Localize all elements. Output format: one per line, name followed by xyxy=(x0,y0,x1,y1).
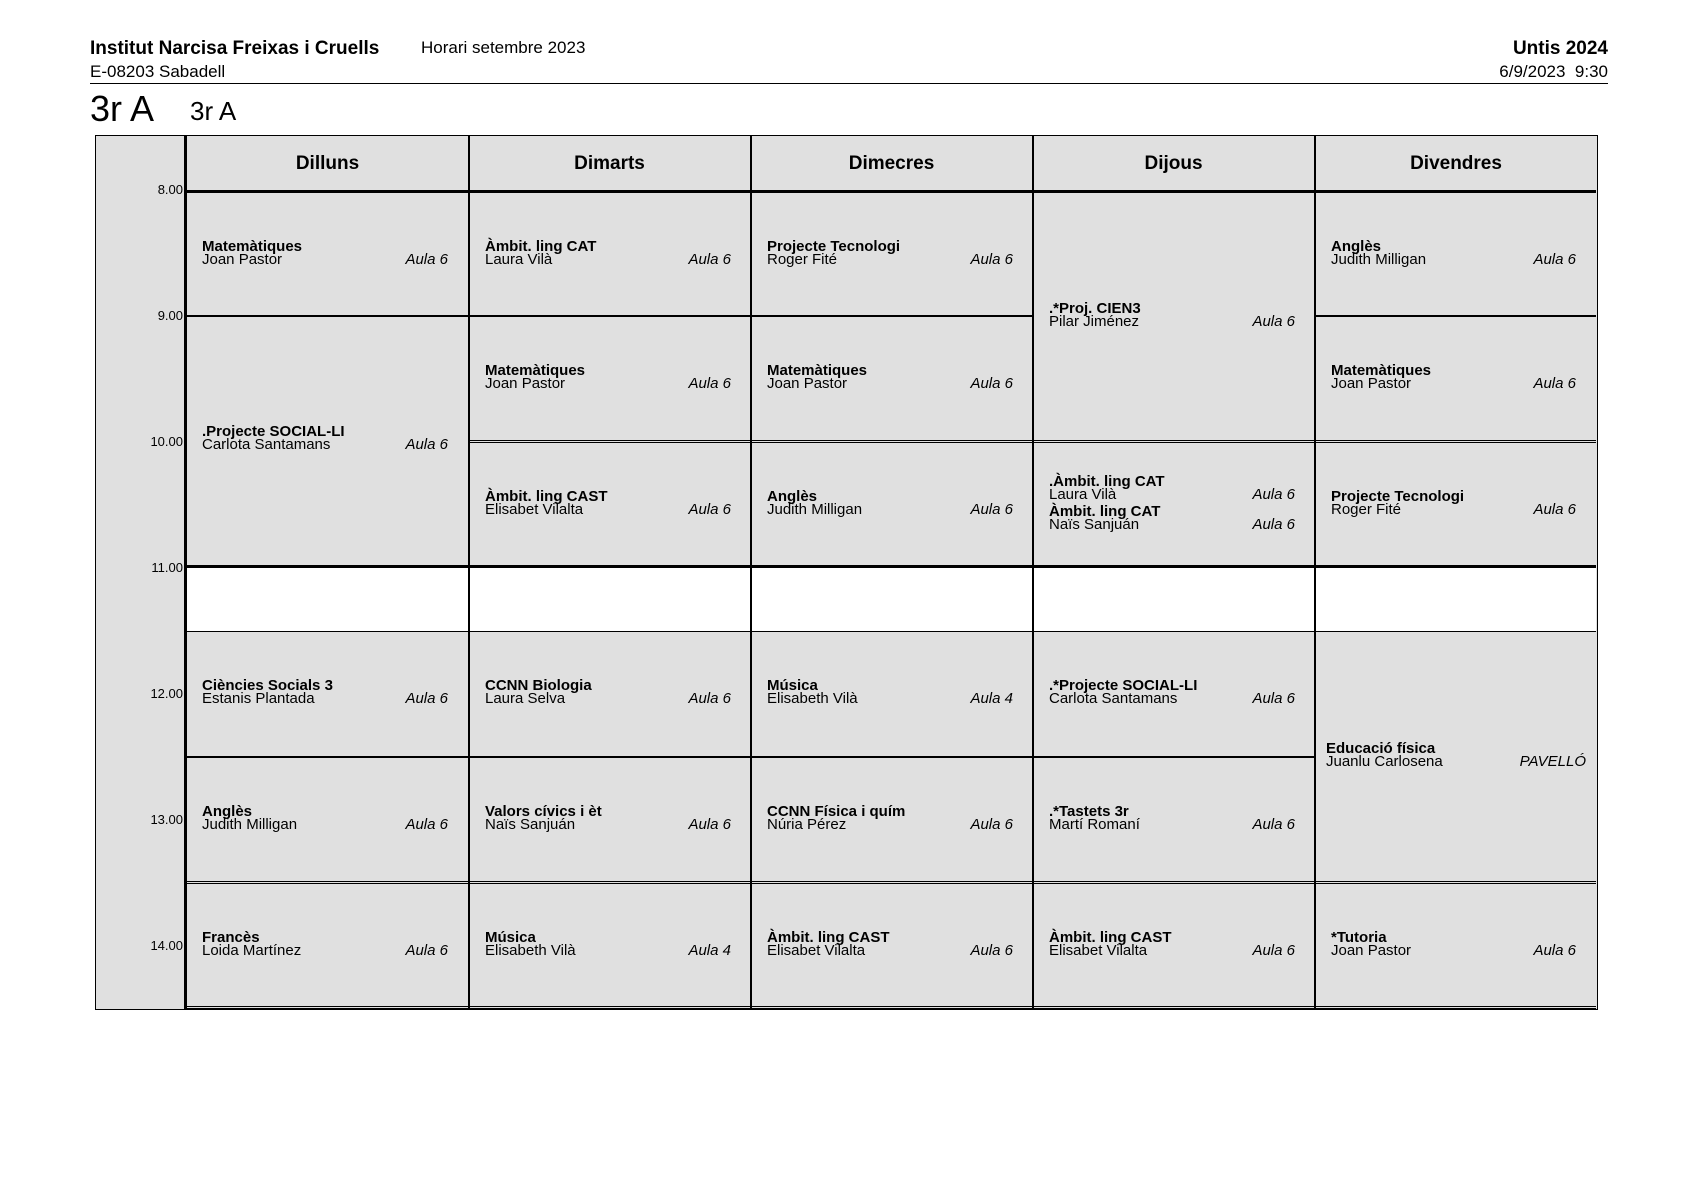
lesson-teacher: Judith Milligan xyxy=(202,816,298,833)
lesson-teacher: Judith Milligan xyxy=(767,501,863,518)
lesson-subject: Àmbit. ling CAT xyxy=(1049,503,1161,520)
lesson-entry xyxy=(767,931,1013,957)
lesson-subject: Anglès xyxy=(767,488,818,505)
lesson-teacher: Elisabet Vilalta xyxy=(1049,942,1148,959)
lesson-teacher: Judith Milligan xyxy=(1331,251,1427,268)
school-name: Institut Narcisa Freixas i Cruells xyxy=(90,38,380,59)
lesson-entry xyxy=(767,679,1013,705)
lesson-room: Aula 6 xyxy=(688,251,731,268)
lesson-teacher: Elisabeth Vilà xyxy=(485,942,576,959)
lesson-subject: Matemàtiques xyxy=(485,362,586,379)
lesson-cell xyxy=(470,884,751,1009)
lesson-entry xyxy=(767,805,1013,831)
lesson-entry xyxy=(1331,931,1576,957)
lesson-subject: Matemàtiques xyxy=(767,362,868,379)
lesson-cell xyxy=(752,884,1033,1009)
lesson-teacher: Laura Vilà xyxy=(485,251,553,268)
lesson-teacher: Joan Pastor xyxy=(485,375,566,392)
lesson-entry xyxy=(202,240,448,266)
lesson-subject: .Àmbit. ling CAT xyxy=(1049,473,1165,490)
lesson-subject: Anglès xyxy=(202,803,253,820)
lesson-room: Aula 6 xyxy=(970,816,1013,833)
column-divider xyxy=(1314,136,1316,1009)
lesson-room: Aula 6 xyxy=(1533,942,1576,959)
lesson-room: Aula 4 xyxy=(970,690,1013,707)
lesson-entry xyxy=(1049,505,1295,531)
lesson-room: Aula 6 xyxy=(970,501,1013,518)
lesson-subject: Educació física xyxy=(1326,740,1436,757)
lesson-entry xyxy=(485,679,731,705)
lesson-entry xyxy=(767,240,1013,266)
lesson-entry xyxy=(485,240,731,266)
lesson-teacher: Laura Vilà xyxy=(1049,486,1117,503)
lesson-entry xyxy=(767,364,1013,390)
lesson-cell xyxy=(187,884,468,1009)
class-title: 3r A xyxy=(90,88,155,129)
lesson-room: Aula 6 xyxy=(1252,313,1295,330)
lesson-teacher: Joan Pastor xyxy=(1331,375,1412,392)
lesson-cell xyxy=(1316,884,1596,1009)
lesson-teacher: Roger Fité xyxy=(1331,501,1402,518)
lesson-teacher: Pilar Jiménez xyxy=(1049,313,1140,330)
lesson-teacher: Juanlu Carlosena xyxy=(1326,753,1443,770)
lesson-room: Aula 6 xyxy=(970,375,1013,392)
lesson-subject: Francès xyxy=(202,929,260,946)
lesson-subject: Projecte Tecnologi xyxy=(767,238,901,255)
lesson-subject: Àmbit. ling CAST xyxy=(485,488,608,505)
class-name: 3r A xyxy=(190,96,237,126)
lesson-entry xyxy=(202,425,448,451)
lesson-teacher: Laura Selva xyxy=(485,690,566,707)
lesson-subject: Ciències Socials 3 xyxy=(202,677,333,694)
print-datetime: 6/9/2023 9:30 xyxy=(1499,62,1608,81)
lesson-room: Aula 6 xyxy=(688,375,731,392)
time-label: 8.00 xyxy=(157,182,183,197)
column-divider xyxy=(468,136,470,1009)
software-label: Untis 2024 xyxy=(1512,38,1608,59)
lesson-entry xyxy=(485,364,731,390)
lesson-room: Aula 6 xyxy=(405,436,448,453)
lesson-teacher: Carlota Santamans xyxy=(202,436,331,453)
day-header-divendres: Divendres xyxy=(1410,152,1502,174)
lesson-subject: CCNN Biologia xyxy=(485,677,592,694)
lesson-room: Aula 6 xyxy=(405,816,448,833)
lesson-room: Aula 6 xyxy=(1252,816,1295,833)
lesson-room: PAVELLÓ xyxy=(1519,753,1586,770)
lesson-cell xyxy=(1034,884,1315,1009)
lesson-subject: Àmbit. ling CAST xyxy=(767,929,890,946)
day-header-dimecres: Dimecres xyxy=(751,136,1033,191)
lesson-subject: .*Tastets 3r xyxy=(1049,803,1129,820)
break-cell xyxy=(752,567,1033,632)
lesson-cell xyxy=(752,317,1033,443)
lesson-subject: Projecte Tecnologi xyxy=(1331,488,1465,505)
lesson-subject: Anglès xyxy=(1331,238,1382,255)
day-header-dilluns: Dilluns xyxy=(187,136,469,191)
lesson-teacher: Núria Pérez xyxy=(767,816,847,833)
lesson-teacher: Elisabeth Vilà xyxy=(767,690,858,707)
lesson-cell xyxy=(1316,317,1596,443)
lesson-subject: .*Proj. CIEN3 xyxy=(1049,300,1141,317)
lesson-room: Aula 6 xyxy=(405,942,448,959)
lesson-room: Aula 6 xyxy=(1252,516,1295,533)
lesson-cell xyxy=(1316,443,1596,567)
lesson-room: Aula 6 xyxy=(1252,690,1295,707)
lesson-subject: CCNN Física i quím xyxy=(767,803,906,820)
break-cell xyxy=(1034,567,1315,632)
lesson-cell xyxy=(752,632,1033,758)
lesson-room: Aula 6 xyxy=(1533,501,1576,518)
lesson-entry xyxy=(485,931,731,957)
lesson-room: Aula 6 xyxy=(1252,942,1295,959)
lesson-entry xyxy=(1049,805,1295,831)
lesson-room: Aula 6 xyxy=(970,942,1013,959)
lesson-cell xyxy=(1034,758,1315,884)
time-label: 11.00 xyxy=(151,560,183,575)
lesson-subject: .*Projecte SOCIAL-LI xyxy=(1049,677,1198,694)
lesson-cell xyxy=(470,193,751,317)
lesson-cell xyxy=(1034,443,1315,567)
day-header-dimarts: Dimarts xyxy=(469,136,751,191)
lesson-room: Aula 6 xyxy=(1533,375,1576,392)
break-cell xyxy=(187,567,468,632)
time-label: 14.00 xyxy=(150,938,183,953)
lesson-cell xyxy=(1034,193,1315,443)
lesson-subject: Música xyxy=(485,929,536,946)
lesson-cell xyxy=(187,317,468,567)
lesson-teacher: Joan Pastor xyxy=(202,251,283,268)
lesson-entry xyxy=(767,490,1013,516)
lesson-cell xyxy=(752,758,1033,884)
lesson-teacher: Naïs Sanjuán xyxy=(1049,516,1140,533)
column-divider xyxy=(750,136,752,1009)
lesson-entry xyxy=(1331,490,1576,516)
lesson-entry xyxy=(202,805,448,831)
lesson-cell xyxy=(470,317,751,443)
time-label: 13.00 xyxy=(150,812,183,827)
lesson-teacher: Elisabet Vilalta xyxy=(485,501,584,518)
lesson-teacher: Roger Fité xyxy=(767,251,838,268)
lesson-cell xyxy=(752,443,1033,567)
lesson-room: Aula 6 xyxy=(970,251,1013,268)
lesson-cell xyxy=(1034,632,1315,758)
lesson-entry xyxy=(1049,302,1295,328)
lesson-room: Aula 6 xyxy=(688,690,731,707)
lesson-cell xyxy=(470,632,751,758)
lesson-cell xyxy=(470,758,751,884)
lesson-room: Aula 6 xyxy=(688,816,731,833)
lesson-subject: Àmbit. ling CAST xyxy=(1049,929,1172,946)
header-rule xyxy=(90,83,1608,84)
lesson-entry xyxy=(485,805,731,831)
lesson-room: Aula 6 xyxy=(1252,486,1295,503)
time-label: 10.00 xyxy=(150,434,183,449)
lesson-cell xyxy=(1316,632,1596,884)
lesson-cell xyxy=(752,193,1033,317)
lesson-room: Aula 6 xyxy=(405,251,448,268)
lesson-teacher: Loida Martínez xyxy=(202,942,302,959)
lesson-subject: Àmbit. ling CAT xyxy=(485,238,597,255)
lesson-teacher: Joan Pastor xyxy=(1331,942,1412,959)
lesson-cell xyxy=(470,443,751,567)
lesson-entry xyxy=(485,490,731,516)
lesson-cell xyxy=(187,758,468,884)
school-address: E-08203 Sabadell xyxy=(90,62,226,81)
lesson-entry xyxy=(1331,240,1576,266)
lesson-subject: Matemàtiques xyxy=(202,238,303,255)
break-cell xyxy=(1316,567,1596,632)
lesson-cell xyxy=(187,632,468,758)
lesson-teacher: Joan Pastor xyxy=(767,375,848,392)
lesson-entry xyxy=(1049,475,1295,501)
lesson-entry xyxy=(202,679,448,705)
lesson-entry xyxy=(1331,364,1576,390)
lesson-entry xyxy=(1326,742,1586,768)
lesson-subject: *Tutoria xyxy=(1331,929,1387,946)
lesson-room: Aula 6 xyxy=(688,501,731,518)
break-cell xyxy=(470,567,751,632)
lesson-room: Aula 6 xyxy=(405,690,448,707)
day-header-dijous: Dijous xyxy=(1033,136,1315,191)
schedule-subtitle: Horari setembre 2023 xyxy=(421,38,586,57)
lesson-teacher: Carlota Santamans xyxy=(1049,690,1178,707)
lesson-teacher: Estanis Plantada xyxy=(202,690,315,707)
time-label: 12.00 xyxy=(150,686,183,701)
time-label: 9.00 xyxy=(157,308,183,323)
lesson-entry xyxy=(202,931,448,957)
lesson-entry xyxy=(1049,679,1295,705)
lesson-room: Aula 4 xyxy=(688,942,731,959)
lesson-cell xyxy=(1316,193,1596,317)
lesson-entry xyxy=(1049,931,1295,957)
lesson-teacher: Elisabet Vilalta xyxy=(767,942,866,959)
lesson-teacher: Martí Romaní xyxy=(1049,816,1140,833)
lesson-subject: Música xyxy=(767,677,818,694)
lesson-subject: Valors cívics i èt xyxy=(485,803,602,820)
lesson-subject: Matemàtiques xyxy=(1331,362,1432,379)
column-divider xyxy=(1032,136,1034,1009)
lesson-room: Aula 6 xyxy=(1533,251,1576,268)
lesson-cell xyxy=(187,193,468,317)
lesson-subject: .Projecte SOCIAL-LI xyxy=(202,423,345,440)
lesson-teacher: Naïs Sanjuán xyxy=(485,816,576,833)
